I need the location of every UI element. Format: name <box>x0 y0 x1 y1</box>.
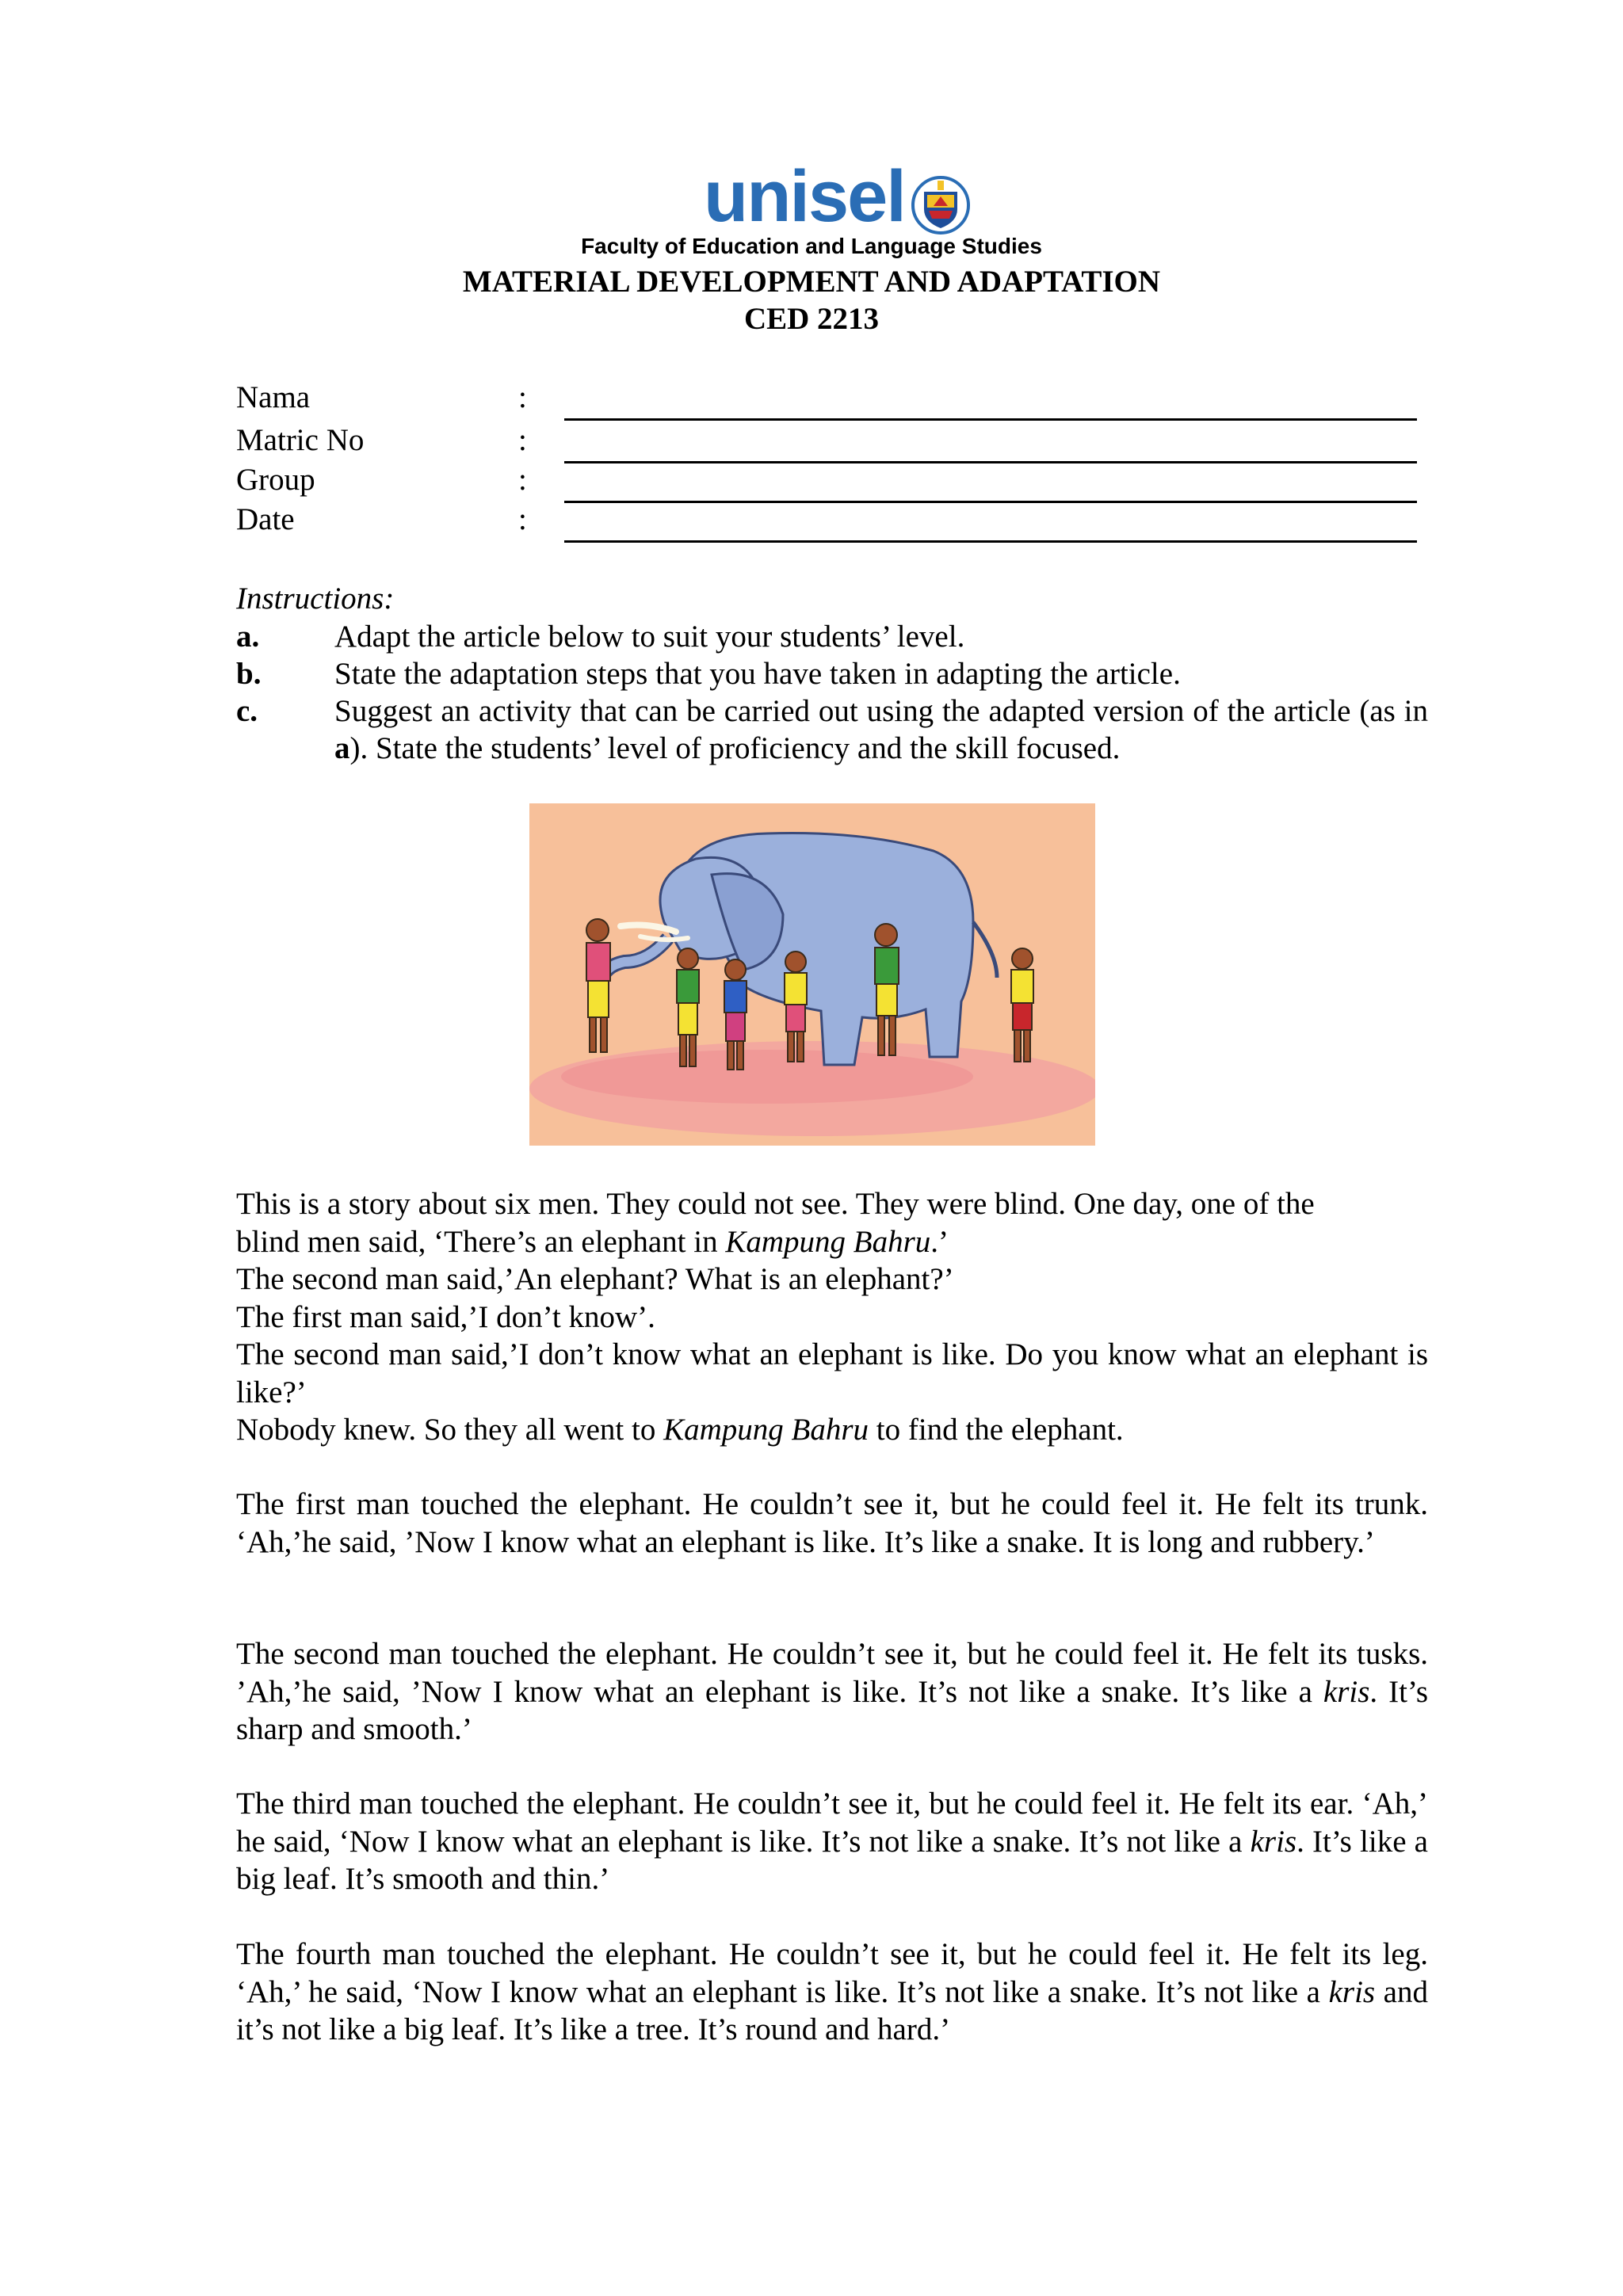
story-line: The second man said,’An elephant? What is an elephant?’ <box>236 1262 954 1296</box>
instructions-heading: Instructions: <box>236 582 395 616</box>
story-line: Nobody knew. So they all went to Kampung Bahru to find the elephant. <box>236 1413 1124 1447</box>
story-paragraph-3: The second man touched the elephant. He couldn’t see it, but he could feel it. He felt its tusks. ’Ah,’he said, ’Now I know what an elephant is like. It’s not like a snake. It’s like a kris. It’s sharp and smooth.’ <box>236 1637 1428 1746</box>
faculty-name: Faculty of Education and Language Studies <box>581 234 1042 258</box>
matric-no-blank-line[interactable] <box>564 461 1417 463</box>
field-colon: : <box>518 463 527 497</box>
date-blank-line[interactable] <box>564 540 1417 543</box>
field-group <box>236 464 1417 502</box>
field-label: Group <box>236 463 315 497</box>
course-title: MATERIAL DEVELOPMENT AND ADAPTATION <box>462 265 1161 299</box>
story-line: This is a story about six men. They could not see. They were blind. One day, one of the <box>236 1187 1315 1221</box>
crest-icon <box>911 173 970 238</box>
story-line: The second man said,’I don’t know what an elephant is like. Do you know what an elephant is like?’ <box>236 1337 1428 1409</box>
story-line: The first man said,’I don’t know’. <box>236 1299 655 1334</box>
field-colon: : <box>518 423 527 457</box>
group-blank-line[interactable] <box>564 501 1417 503</box>
university-logo <box>704 156 970 238</box>
field-colon: : <box>518 380 527 414</box>
course-code: CED 2213 <box>743 302 880 336</box>
instruction-marker: b. <box>236 657 262 691</box>
story-paragraph-4: The third man touched the elephant. He couldn’t see it, but he could feel it. He felt its ear. ‘Ah,’ he said, ‘Now I know what an elephant is like. It’s not like a snake. It’s not like a kris. It’s like a big leaf. It’s smooth and thin.’ <box>236 1787 1428 1896</box>
field-label: Nama <box>236 380 311 414</box>
field-date <box>236 504 1417 542</box>
field-matric-no <box>236 425 1417 463</box>
instruction-marker: c. <box>236 694 258 728</box>
instruction-text: State the adaptation steps that you have taken in adapting the article. <box>334 657 1181 691</box>
field-label: Matric No <box>236 423 365 457</box>
story-line: blind men said, ‘There’s an elephant in Kampung Bahru.’ <box>236 1224 949 1259</box>
elephant-illustration <box>529 803 1095 1146</box>
instruction-text: Suggest an activity that can be carried out using the adapted version of the article (as in a). State the students’ level of proficiency and the skill focused. <box>334 694 1428 765</box>
instruction-marker: a. <box>236 620 260 654</box>
field-colon: : <box>518 502 527 536</box>
instruction-text: Adapt the article below to suit your students’ level. <box>334 620 965 654</box>
logo-wordmark: unisel <box>704 156 905 237</box>
nama-blank-line[interactable] <box>564 418 1417 421</box>
story-paragraph-2: The first man touched the elephant. He couldn’t see it, but he could feel it. He felt its trunk. ‘Ah,’he said, ’Now I know what an elephant is like. It’s like a snake. It is long and rubbery.’ <box>236 1487 1428 1559</box>
story-paragraph-5: The fourth man touched the elephant. He couldn’t see it, but he could feel it. He felt its leg. ‘Ah,’ he said, ‘Now I know what an elephant is like. It’s not like a snake. It’s not like a kris and it’s not like a big leaf. It’s like a tree. It’s round and hard.’ <box>236 1937 1428 2046</box>
field-nama <box>236 382 1417 420</box>
field-label: Date <box>236 502 295 536</box>
story-paragraph-1 <box>236 1185 1428 1449</box>
